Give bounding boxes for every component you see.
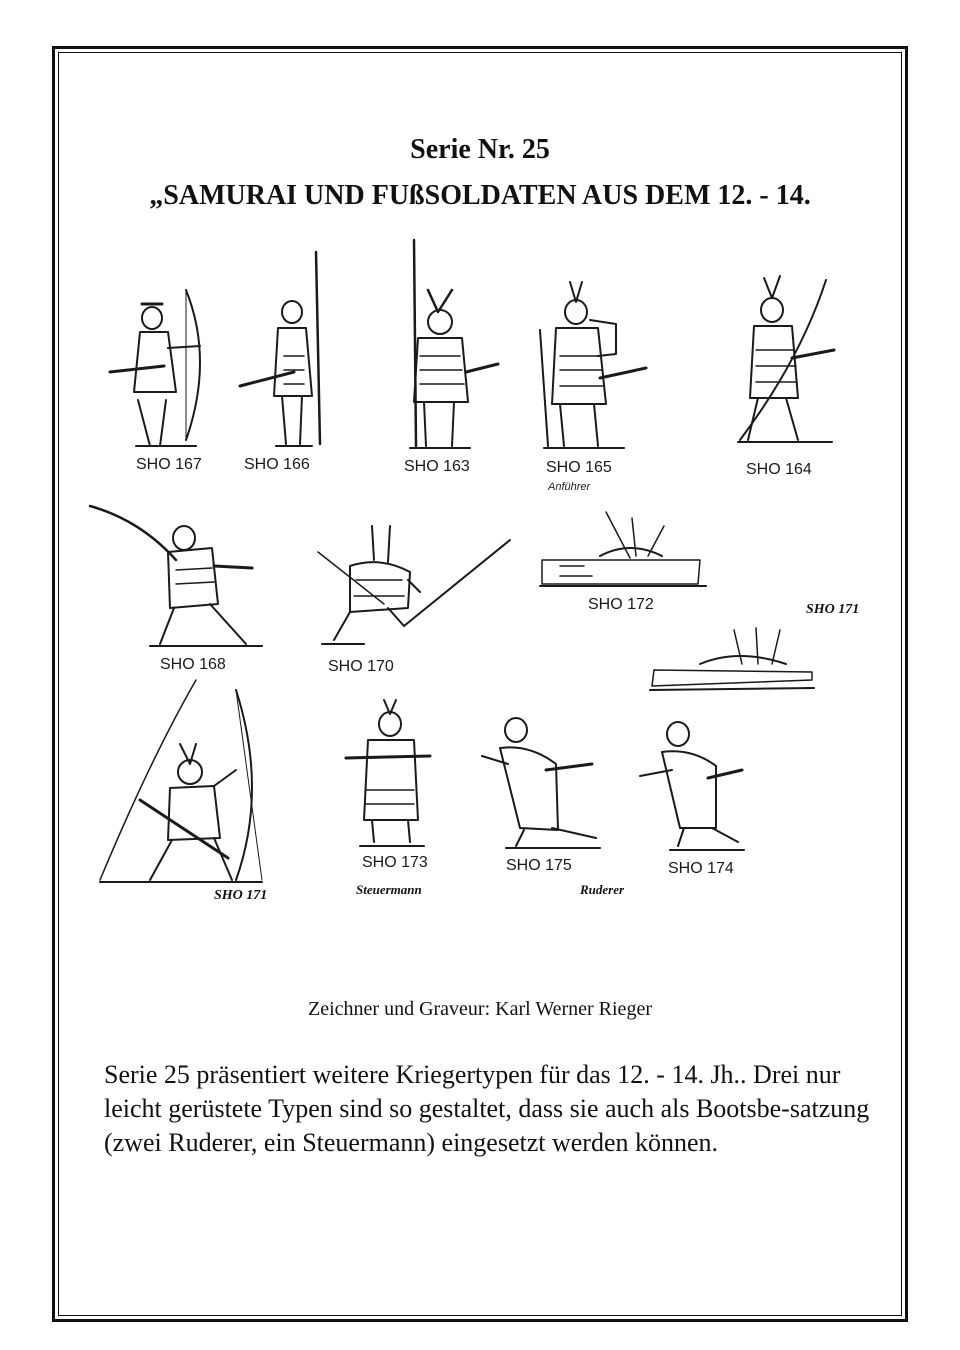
figure-code: SHO 175 <box>506 857 572 874</box>
figure-sho-171-lying-drawing <box>650 628 814 690</box>
figure-code: SHO 167 <box>136 456 202 473</box>
figure-code: SHO 165 <box>546 459 612 476</box>
figure-code: SHO 171 <box>214 888 268 903</box>
figure-note-anfuehrer: Anführer <box>548 481 591 493</box>
figure-code: SHO 171 <box>806 602 860 617</box>
figure-sho-165-drawing <box>540 282 646 448</box>
role-label-ruderer: Ruderer <box>580 882 625 897</box>
figure-sho-174-drawing <box>640 722 744 850</box>
series-subtitle: „SAMURAI UND FUßSOLDATEN AUS DEM 12. - 14. <box>149 180 811 211</box>
figure-sho-168-drawing <box>90 506 262 646</box>
figure-code: SHO 170 <box>328 658 394 675</box>
figure-sho-164-drawing <box>738 276 834 442</box>
credit-line: Zeichner und Graveur: Karl Werner Rieger <box>308 998 652 1020</box>
figure-code: SHO 172 <box>588 596 654 613</box>
figure-code: SHO 166 <box>244 456 310 473</box>
figure-sho-175-drawing <box>482 718 600 848</box>
figure-code: SHO 174 <box>668 860 734 877</box>
figure-code: SHO 163 <box>404 458 470 475</box>
figure-code: SHO 164 <box>746 461 812 478</box>
figure-code: SHO 173 <box>362 854 428 871</box>
figure-sho-163-drawing <box>410 240 498 448</box>
figure-sho-173-drawing <box>346 700 430 846</box>
figure-sho-167-drawing <box>110 290 200 446</box>
role-label-steuermann: Steuermann <box>356 882 422 897</box>
description-paragraph: Serie 25 präsentiert weitere Kriegertypen für das 12. - 14. Jh.. Drei nur leicht gerüstete Typen sind so gestaltet, dass sie auch als Bootsbe-satzung (zwei Ruderer, ein Steuermann) eingesetzt werden können. <box>104 1060 870 1157</box>
figure-sho-166-drawing <box>240 252 320 446</box>
series-title: Serie Nr. 25 <box>410 134 550 165</box>
figure-sho-172-drawing <box>540 512 706 586</box>
figure-sho-171-drawing <box>100 680 262 882</box>
figure-code: SHO 168 <box>160 656 226 673</box>
figure-sho-170-drawing <box>318 526 510 644</box>
